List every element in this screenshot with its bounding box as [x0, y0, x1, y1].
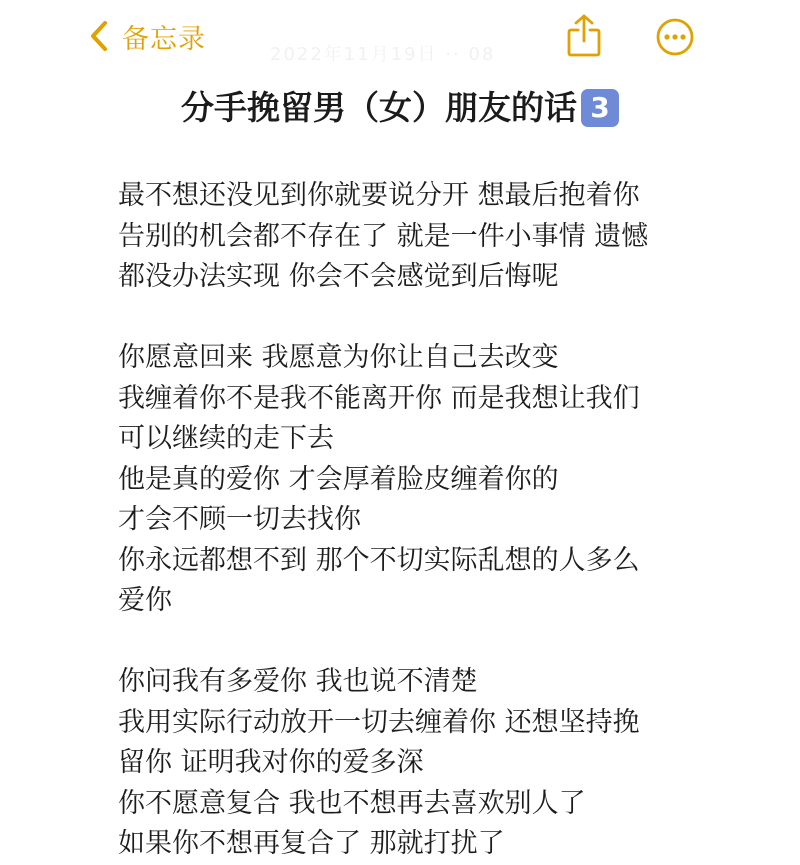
note-line: 最不想还没见到你就要说分开 想最后抱着你: [118, 180, 640, 211]
note-line: 留你 证明我对你的爱多深: [118, 747, 424, 778]
note-line: 你问我有多爱你 我也说不清楚: [118, 666, 478, 697]
note-line: 你永远都想不到 那个不切实际乱想的人多么: [118, 544, 640, 576]
more-icon[interactable]: [655, 17, 695, 57]
note-title: [0, 84, 800, 132]
note-title-text: 分手挽留男（女）朋友的话: [181, 88, 577, 127]
note-line: 你不愿意复合 我也不想再去喜欢别人了: [118, 787, 586, 819]
navigation-bar: [0, 0, 800, 78]
paragraph-gap: [118, 622, 698, 663]
note-line: 我缠着你不是我不能离开你 而是我想让我们: [118, 382, 640, 414]
note-line: 他是真的爱你 才会厚着脸皮缠着你的: [118, 463, 559, 495]
note-line: 你愿意回来 我愿意为你让自己去改变: [118, 342, 559, 373]
paragraph-gap: [118, 298, 698, 339]
note-line: 都没办法实现 你会不会感觉到后悔呢: [118, 261, 559, 292]
note-line: 如果你不想再复合了 那就打扰了: [118, 828, 505, 859]
back-button[interactable]: [88, 16, 206, 56]
keycap-number-badge: 3: [581, 89, 619, 127]
note-date: 2022年11月19日 ·· 08: [270, 44, 496, 65]
note-line: 爱你: [118, 585, 172, 616]
share-icon[interactable]: [565, 13, 603, 59]
chevron-left-icon: [88, 19, 110, 53]
note-line: 我用实际行动放开一切去缠着你 还想坚持挽: [118, 706, 640, 738]
note-line: 告别的机会都不存在了 就是一件小事情 遗憾: [118, 220, 649, 252]
note-body[interactable]: [118, 176, 698, 865]
back-label: 备忘录: [122, 23, 206, 55]
note-line: 才会不顾一切去找你: [118, 504, 361, 535]
note-line: 可以继续的走下去: [118, 423, 334, 454]
